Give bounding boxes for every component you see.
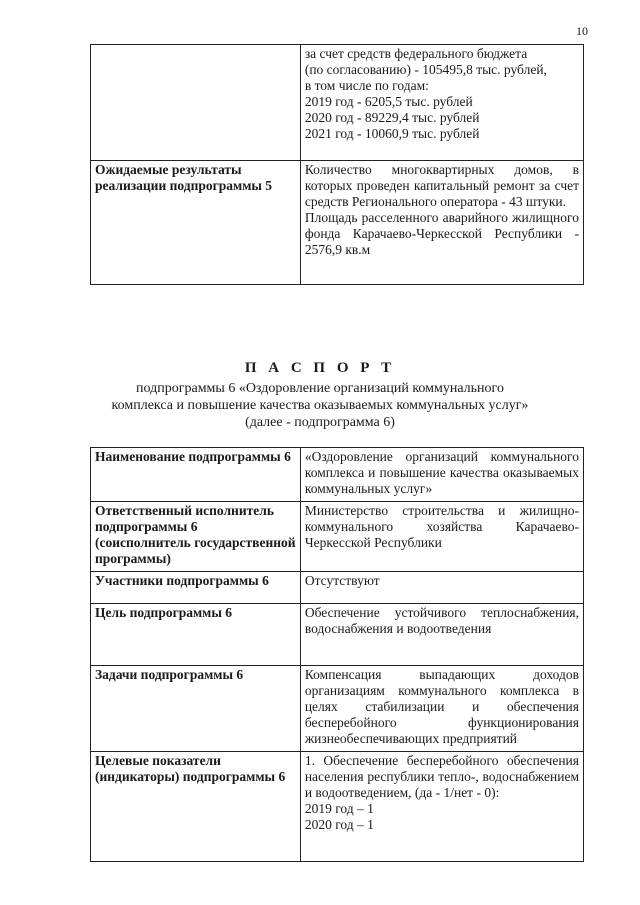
funding-line: в том числе по годам:	[304, 78, 429, 93]
row-label-empty	[91, 45, 301, 161]
row-value: «Оздоровление организаций коммунального комплекса и повышение качества оказываемых коммунальных услуг»	[300, 448, 583, 502]
funding-line: 2021 год - 10060,9 тыс. рублей	[304, 126, 480, 141]
subtitle-line: (далее - подпрограмма 6)	[245, 415, 395, 430]
table-row	[91, 572, 584, 604]
table-row	[91, 666, 584, 752]
passport-subtitle	[0, 380, 640, 431]
row-value: Отсутствуют	[300, 572, 583, 604]
page-number: 10	[576, 24, 588, 38]
table-row	[91, 161, 584, 285]
results-line: Количество многоквартирных домов, в которых проведен капитальный ремонт за счет средств Регионального оператора - 43 штуки.	[304, 162, 579, 209]
table-row	[91, 604, 584, 666]
indicator-line: 1. Обеспечение бесперебойного обеспечения населения республики тепло-, водоснабжением и водоотведением, (да - 1/нет - 0):	[304, 753, 579, 800]
row-value: Министерство строительства и жилищно-коммунального хозяйства Карачаево-Черкесской Республики	[300, 502, 583, 572]
row-label: Целевые показатели (индикаторы) подпрограммы 6	[91, 752, 301, 862]
funding-line: за счет средств федерального бюджета	[304, 46, 528, 61]
funding-cell	[300, 45, 583, 161]
row-label: Участники подпрограммы 6	[91, 572, 301, 604]
passport-title: П А С П О Р Т	[244, 360, 396, 376]
table-row	[91, 448, 584, 502]
budget-results-table	[90, 44, 584, 285]
funding-line: 2020 год - 89229,4 тыс. рублей	[304, 110, 480, 125]
subtitle-line: комплекса и повышение качества оказываемых коммунальных услуг»	[111, 398, 529, 413]
passport-table	[90, 447, 584, 862]
indicator-line: 2020 год – 1	[304, 817, 374, 832]
funding-line: (по согласованию) - 105495,8 тыс. рублей,	[304, 62, 547, 77]
row-label: Наименование подпрограммы 6	[91, 448, 301, 502]
row-label: Ответственный исполнитель подпрограммы 6 (соисполнитель государственной программы)	[91, 502, 301, 572]
table-row	[91, 45, 584, 161]
row-value: Обеспечение устойчивого теплоснабжения, водоснабжения и водоотведения	[300, 604, 583, 666]
results-line: Площадь расселенного аварийного жилищного фонда Карачаево-Черкесской Республики - 2576,9 кв.м	[304, 210, 579, 257]
row-label: Задачи подпрограммы 6	[91, 666, 301, 752]
row-label: Цель подпрограммы 6	[91, 604, 301, 666]
indicators-cell	[300, 752, 583, 862]
row-label: Ожидаемые результаты реализации подпрограммы 5	[91, 161, 301, 285]
funding-line: 2019 год - 6205,5 тыс. рублей	[304, 94, 473, 109]
row-value: Компенсация выпадающих доходов организациям коммунального комплекса в целях стабилизации и обеспечения бесперебойного функционирования жизнеобеспечивающих предприятий	[300, 666, 583, 752]
table-row	[91, 502, 584, 572]
results-cell	[300, 161, 583, 285]
indicator-line: 2019 год – 1	[304, 801, 374, 816]
table-row	[91, 752, 584, 862]
subtitle-line: подпрограммы 6 «Оздоровление организаций коммунального	[136, 381, 504, 396]
